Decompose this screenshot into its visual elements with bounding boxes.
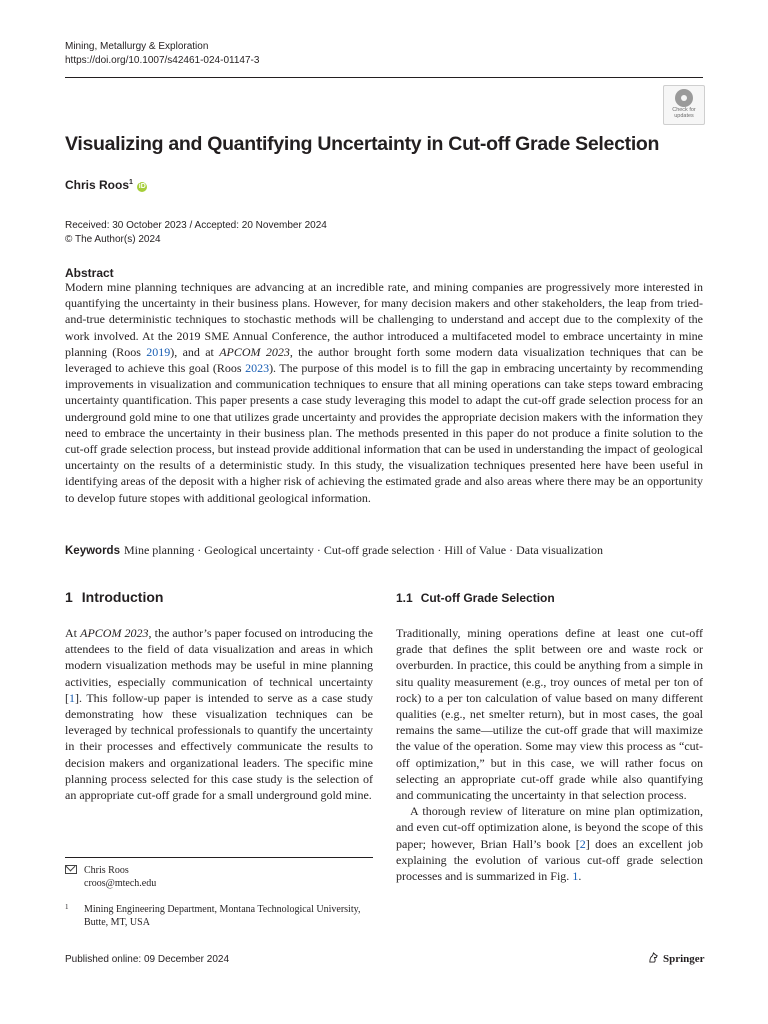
doi-link[interactable]: https://doi.org/10.1007/s42461-024-01147-3 bbox=[65, 55, 260, 66]
published-online: Published online: 09 December 2024 bbox=[65, 954, 229, 965]
figure-1-link[interactable]: 1 bbox=[572, 869, 579, 884]
journal-info bbox=[65, 40, 259, 68]
article-dates bbox=[65, 219, 327, 246]
journal-name: Mining, Metallurgy & Exploration bbox=[65, 41, 209, 52]
citation-roos-2019[interactable]: 2019 bbox=[146, 344, 171, 359]
header-rule bbox=[65, 77, 703, 78]
publisher-logo[interactable] bbox=[648, 952, 705, 965]
author-name[interactable]: Chris Roos bbox=[65, 178, 130, 192]
section-heading-cutoff: 1.1 Cut-off Grade Selection bbox=[396, 591, 555, 605]
affiliation-text: Mining Engineering Department, Montana Technological University, Butte, MT, USA bbox=[84, 904, 361, 928]
author-line bbox=[65, 178, 147, 192]
copyright: © The Author(s) 2024 bbox=[65, 233, 161, 245]
paper-title: Visualizing and Quantifying Uncertainty in Cut-off Grade Selection bbox=[65, 133, 660, 155]
affiliation-mark: 1 bbox=[129, 179, 133, 186]
received-accepted: Received: 30 October 2023 / Accepted: 20 November 2024 bbox=[65, 220, 327, 231]
publisher-name: Springer bbox=[663, 953, 705, 965]
citation-roos-2023[interactable]: 2023 bbox=[245, 361, 270, 376]
cutoff-section-body bbox=[396, 625, 703, 884]
section-heading-introduction: 1 Introduction bbox=[65, 589, 164, 605]
abstract-heading: Abstract bbox=[65, 266, 114, 280]
orcid-icon[interactable]: iD bbox=[138, 183, 146, 190]
springer-horse-icon bbox=[648, 952, 659, 963]
cutoff-paragraph-2: A thorough review of literature on mine plan optimization, and even cut-off optimization alone, is beyond the scope of this paper; however, Brian Hall’s book [2] does an excellent job explaining the evolution of various cut-off grade selection processes and is summarized in Fig. 1. bbox=[396, 804, 703, 884]
introduction-body: At APCOM 2023, the author’s paper focused on introducing the attendees to the field of data visualization and areas in which modern visualization methods may be useful in mine planning activities, especially communication of technical uncertainty [1]. This follow-up paper is intended to serve as a case study demonstrating how these visualization techniques can be leveraged by technical professionals to quantify the uncertainty in their processes and effectively communicate the results to decision makers and organizational leaders. The specific mine planning process selected for this case study is the selection of an appropriate cut-off grade for a small underground gold mine. bbox=[65, 626, 374, 803]
corr-email[interactable]: croos@mtech.edu bbox=[84, 878, 157, 889]
corr-name: Chris Roos bbox=[84, 865, 129, 876]
envelope-icon bbox=[65, 865, 77, 874]
abstract-body: Modern mine planning techniques are advancing at an incredible rate, and mining companies are progressively more interested in quantifying the uncertainty in their business plans. However, for many decision makers and other stakeholders, the leap from tried-and-true deterministic techniques to stochastic methods will be challenging to understand and accept due to the complexity of the work involved. At the 2019 SME Annual Conference, the author introduced a multifaceted model to embrace uncertainty in mine planning (Roos 2019), and at APCOM 2023, the author brought forth some modern data visualization techniques that can be leveraged to achieve this goal (Roos 2023). The purpose of this model is to fill the gap in embracing uncertainty by recommending improvements in visualization and communication techniques to ensure that all mining operations can take steps toward embracing uncertainty quantification. This paper presents a case study leveraging this model to adapt the cut-off grade selection process for an underground gold mine to one that utilizes grade uncertainty and provides the appropriate decision makers with the information they need to embrace the uncertainty in their business plan. The methods presented in this paper do not produce a finite solution to the cut-off grade selection process, but instead provide additional information that can be used in understanding the impact of geological uncertainty on the results of a deterministic study. In this study, the visualization techniques presented here have been useful in identifying areas of the deposit with a higher risk of achieving the estimated grade and also areas where there may be an opportunity to develop future stopes with additional geological information. bbox=[65, 280, 704, 505]
crossmark-icon bbox=[675, 89, 693, 107]
keywords-list: Mine planning · Geological uncertainty · Cut-off grade selection · Hill of Value · Data visualization bbox=[123, 543, 604, 557]
affiliation-footnote-mark: 1 bbox=[65, 903, 69, 911]
keywords bbox=[65, 542, 703, 559]
cutoff-paragraph-1: Traditionally, mining operations define at least one cut-off grade that defines the split between ore and waste rock or overburden. In practice, this could be anything from a simple in situ quality measurement (e.g., troy ounces of metal per ton of rock) to a per ton calculation of value based on many different qualities (e.g., net smelter return), but in most cases, the goal remains the same—utilize the cut-off grade that will maximize the value of the operation. Some may view this process as “cut-off optimization,” but in this case, we will rather focus on selecting an appropriate cut-off grade while also quantifying and communicating the uncertainty in that selection process. bbox=[396, 626, 703, 803]
citation-ref-1[interactable]: 1 bbox=[69, 690, 75, 705]
footnote-rule bbox=[65, 857, 373, 858]
check-for-updates-badge[interactable]: Check for updates bbox=[663, 85, 705, 125]
keywords-label: Keywords bbox=[65, 545, 120, 557]
citation-ref-2[interactable]: 2 bbox=[579, 836, 586, 851]
